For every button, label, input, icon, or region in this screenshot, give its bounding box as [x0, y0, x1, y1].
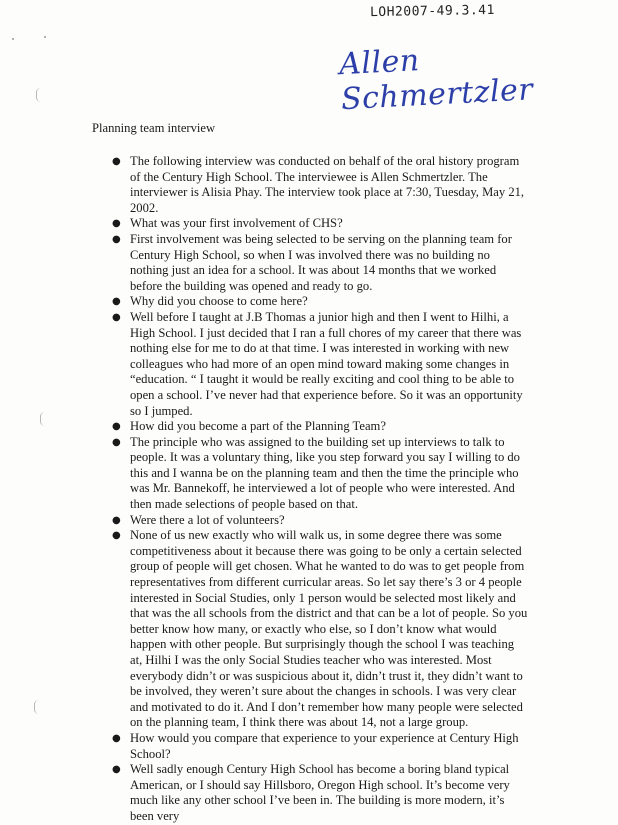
interview-item-text: Well before I taught at J.B Thomas a junior high and then I went to Hilhi, a High School. I just decided that I ran a full chores of my career that there was nothing else for me to do at that time. I was interested in working with new colleagues who had more of an open mind toward making some changes in “education. “ I taught it would be really exciting and cool thing to be able to open a school. I’ve never had that experience before. So it was an opportunity so I jumped. — [130, 309, 523, 418]
margin-mark — [34, 700, 43, 714]
interview-item — [108, 435, 528, 513]
scan-speck — [12, 38, 14, 40]
interview-item — [108, 528, 528, 731]
bullet-icon: ● — [112, 218, 121, 230]
bullet-icon: ● — [112, 156, 121, 167]
document-title: Planning team interview — [92, 121, 216, 135]
interview-item-text: Why did you choose to come here? — [130, 294, 308, 309]
accession-number: LOH2007-49.3.41 — [369, 2, 496, 21]
interview-item — [108, 294, 528, 310]
bullet-icon: ● — [112, 436, 121, 448]
scan-speck — [44, 36, 46, 38]
margin-mark — [40, 412, 49, 426]
interview-body — [108, 154, 528, 825]
bullet-icon: ● — [112, 421, 121, 433]
interview-item-text: None of us new exactly who will walk us, in some degree there was some competitiveness about it because there was going to be only a certain selected group of people will get chosen. What he wanted to do was to get people from representatives from different curricular areas. So let say there’s 3 or 4 people interested in Social Studies, only 1 person would be selected most likely and that was the all schools from the district and that can be a lot of people. So you better know how many, or exactly who else, so I don’t know what would happen with other people. But surprisingly though the school I was teaching at, Hilhi I was the only Social Studies teacher who was interested. Most everybody didn’t or was suspicious about it, didn’t trust it, they didn’t want to be involved, they weren’t sure about the changes in schools. I was very clear and motivated to do it. And I don’t remember how many people were selected on the planning team, I think there was about 14, not a large group. — [130, 528, 528, 730]
interview-item-text: How did you become a part of the Planning Team? — [130, 419, 386, 434]
interview-item — [108, 232, 528, 294]
interview-item — [108, 419, 528, 435]
bullet-icon: ● — [112, 296, 121, 308]
interview-item — [108, 154, 528, 216]
interview-item-text: Were there a lot of volunteers? — [130, 512, 285, 527]
bullet-icon: ● — [112, 311, 121, 323]
interview-item — [108, 731, 528, 762]
interview-item — [108, 310, 528, 419]
bullet-icon: ● — [112, 233, 121, 245]
interview-item-text: Well sadly enough Century High School has become a boring bland typical American, or I should say Hillsboro, Oregon High school. It’s become very much like any other school I’ve been in. The building is more modern, it’s been very — [130, 762, 510, 823]
interview-item-text: The following interview was conducted on behalf of the oral history program of the Century High School. The interviewee is Allen Schmertzler. The interviewer is Alisia Phay. The interview took place at 7:30, Tuesday, May 21, 2002. — [130, 154, 525, 215]
interview-item-text: The principle who was assigned to the building set up interviews to talk to people. It was a voluntary thing, like you step forward you say I willing to do this and I wanna be on the planning team and then the time the principle who was Mr. Bannekoff, he interviewed a lot of people who were interested. And then made selections of people based on that. — [130, 434, 520, 512]
interview-item-text: What was your first involvement of CHS? — [130, 216, 343, 231]
interview-item-text: How would you compare that experience to your experience at Century High School? — [130, 730, 519, 761]
interview-item — [108, 216, 528, 232]
interview-list — [108, 154, 528, 825]
interview-item — [108, 513, 528, 529]
bullet-icon: ● — [112, 514, 121, 526]
interview-item — [108, 762, 528, 824]
interview-item-text: First involvement was being selected to be serving on the planning team for Century High School, so when I was involved there was no building no nothing just an idea for a school. It was about 14 months that we worked before the building was opened and ready to go. — [130, 231, 512, 293]
bullet-icon: ● — [112, 732, 121, 744]
handwritten-signature: Allen Schmertzler — [338, 43, 535, 118]
bullet-icon: ● — [112, 764, 121, 776]
margin-mark — [36, 88, 45, 102]
bullet-icon: ● — [112, 530, 121, 542]
